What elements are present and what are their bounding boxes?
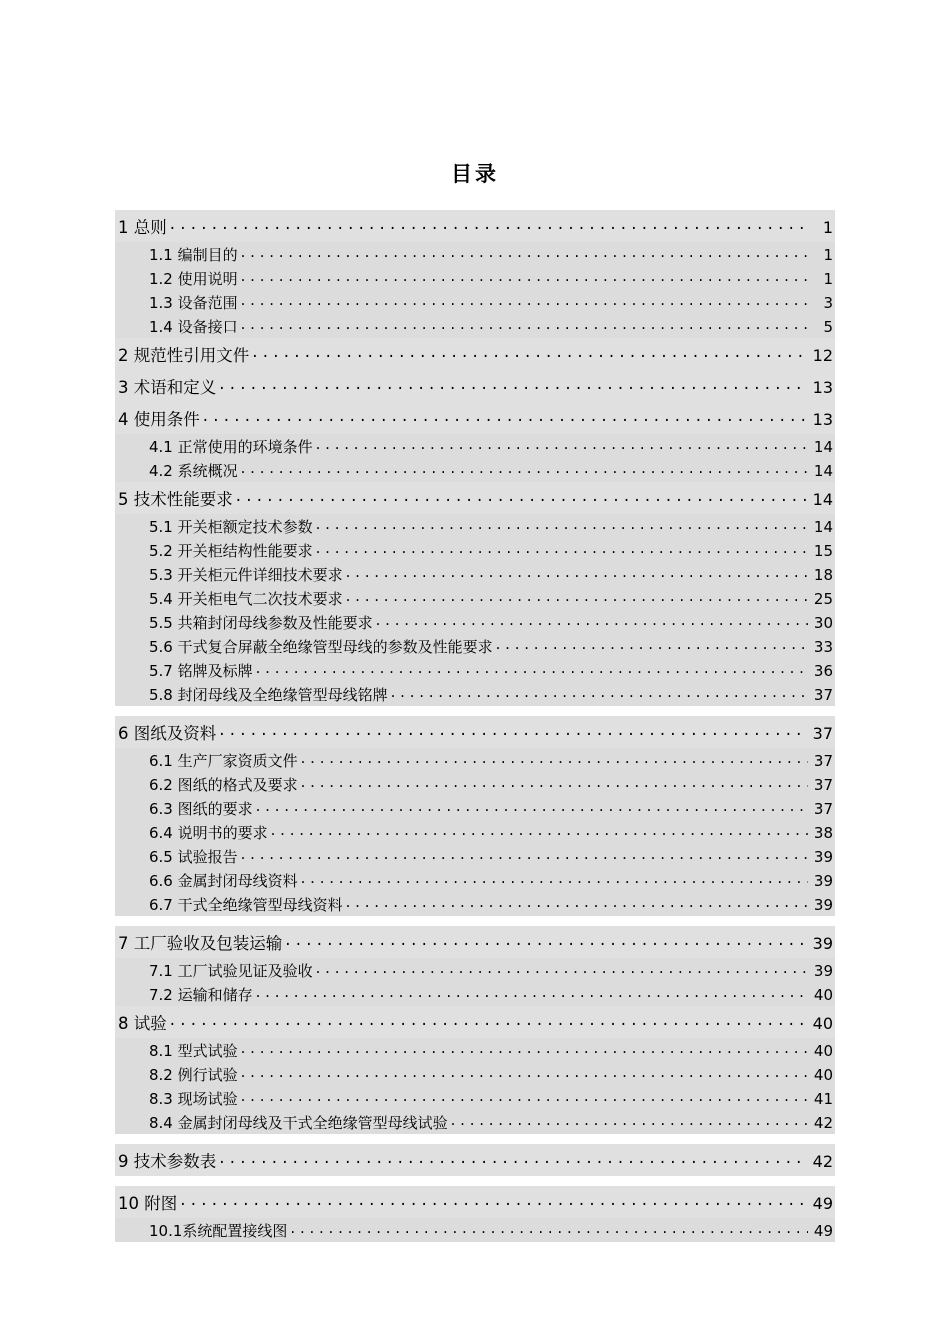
toc-leader-dots [241, 269, 808, 284]
toc-entry-label: 8.1 型式试验 [149, 1042, 238, 1060]
toc-entry-page: 39 [813, 962, 833, 980]
toc-leader-dots [241, 317, 808, 332]
toc-entry[interactable] [115, 210, 835, 242]
toc-entry-page: 39 [813, 896, 833, 914]
toc-entry[interactable] [115, 610, 835, 634]
toc-entry-page: 15 [813, 542, 833, 560]
toc-leader-dots [180, 1192, 808, 1209]
toc-entry-page: 14 [813, 438, 833, 456]
toc-entry[interactable] [115, 1086, 835, 1110]
toc-entry-label: 6.5 试验报告 [149, 848, 238, 866]
toc-entry-page: 1 [823, 270, 833, 288]
toc-entry-label: 1.3 设备范围 [149, 294, 238, 312]
toc-entry-page: 49 [813, 1222, 833, 1240]
toc-entry-page: 14 [813, 462, 833, 480]
toc-entry[interactable] [115, 958, 835, 982]
toc-leader-dots [203, 408, 808, 425]
toc-entry-page: 5 [823, 318, 833, 336]
toc-entry-label: 8.4 金属封闭母线及干式全绝缘管型母线试验 [149, 1114, 448, 1132]
toc-leader-dots [316, 517, 808, 532]
toc-entry-label: 6.6 金属封闭母线资料 [149, 872, 298, 890]
toc-entry-label: 6.1 生产厂家资质文件 [149, 752, 298, 770]
toc-entry[interactable] [115, 586, 835, 610]
toc-entry[interactable] [115, 314, 835, 338]
toc-entry-page: 37 [813, 752, 833, 770]
toc-entry-page: 14 [813, 518, 833, 536]
toc-leader-dots [219, 722, 808, 739]
table-of-contents [115, 210, 835, 1242]
toc-entry-page: 40 [813, 1066, 833, 1084]
toc-entry[interactable] [115, 1144, 835, 1176]
toc-gap [115, 1134, 835, 1144]
toc-entry-label: 8 试验 [118, 1013, 167, 1033]
toc-leader-dots [219, 376, 808, 393]
toc-entry-label: 5.7 铭牌及标牌 [149, 662, 253, 680]
toc-entry-label: 4.2 系统概况 [149, 462, 238, 480]
toc-entry-label: 6.7 干式全绝缘管型母线资料 [149, 896, 343, 914]
toc-entry-label: 6.2 图纸的格式及要求 [149, 776, 298, 794]
toc-entry-label: 5.2 开关柜结构性能要求 [149, 542, 313, 560]
toc-entry-page: 37 [813, 776, 833, 794]
toc-leader-dots [451, 1113, 808, 1128]
toc-leader-dots [241, 1041, 808, 1056]
toc-entry-label: 5.3 开关柜元件详细技术要求 [149, 566, 343, 584]
toc-entry-page: 40 [812, 1013, 833, 1033]
toc-entry[interactable] [115, 402, 835, 434]
toc-entry-page: 42 [813, 1114, 833, 1132]
toc-leader-dots [241, 847, 808, 862]
toc-leader-dots [346, 589, 808, 604]
toc-leader-dots [391, 685, 808, 700]
toc-entry-page: 36 [813, 662, 833, 680]
toc-entry-page: 37 [813, 800, 833, 818]
toc-entry-page: 1 [822, 217, 833, 237]
toc-leader-dots [285, 932, 808, 949]
toc-entry-label: 3 术语和定义 [118, 377, 217, 397]
toc-entry[interactable] [115, 1006, 835, 1038]
toc-leader-dots [241, 461, 808, 476]
toc-entry-page: 14 [812, 489, 833, 509]
toc-entry[interactable] [115, 820, 835, 844]
toc-leader-dots [496, 637, 808, 652]
toc-entry-label: 9 技术参数表 [118, 1151, 217, 1171]
toc-entry-label: 10.1系统配置接线图 [149, 1222, 288, 1240]
toc-entry-page: 38 [813, 824, 833, 842]
toc-entry-label: 5.5 共箱封闭母线参数及性能要求 [149, 614, 373, 632]
toc-entry-label: 5.8 封闭母线及全绝缘管型母线铭牌 [149, 686, 388, 704]
toc-entry[interactable] [115, 658, 835, 682]
toc-entry-page: 1 [823, 246, 833, 264]
toc-entry[interactable] [115, 266, 835, 290]
toc-entry-page: 37 [813, 686, 833, 704]
toc-leader-dots [256, 985, 808, 1000]
toc-entry-label: 2 规范性引用文件 [118, 345, 250, 365]
toc-entry-page: 33 [813, 638, 833, 656]
toc-entry-label: 5 技术性能要求 [118, 489, 233, 509]
toc-leader-dots [256, 661, 808, 676]
toc-entry-page: 42 [812, 1151, 833, 1171]
toc-entry-page: 3 [823, 294, 833, 312]
toc-gap [115, 706, 835, 716]
toc-entry[interactable] [115, 682, 835, 706]
toc-entry-page: 40 [813, 986, 833, 1004]
toc-leader-dots [170, 216, 808, 233]
toc-leader-dots [241, 1065, 808, 1080]
toc-entry-label: 8.3 现场试验 [149, 1090, 238, 1108]
toc-leader-dots [241, 245, 808, 260]
toc-entry-label: 1.2 使用说明 [149, 270, 238, 288]
toc-leader-dots [271, 823, 808, 838]
toc-entry-page: 40 [813, 1042, 833, 1060]
toc-entry[interactable] [115, 538, 835, 562]
toc-entry-label: 1.1 编制目的 [149, 246, 238, 264]
toc-entry[interactable] [115, 868, 835, 892]
toc-entry-page: 13 [812, 377, 833, 397]
toc-entry-label: 7 工厂验收及包装运输 [118, 933, 283, 953]
toc-entry[interactable] [115, 514, 835, 538]
toc-entry-page: 49 [812, 1193, 833, 1213]
toc-entry-page: 30 [813, 614, 833, 632]
toc-leader-dots [346, 565, 808, 580]
toc-leader-dots [236, 488, 808, 505]
toc-entry-page: 18 [813, 566, 833, 584]
toc-leader-dots [241, 1089, 808, 1104]
toc-entry[interactable] [115, 1186, 835, 1218]
toc-leader-dots [301, 751, 808, 766]
toc-entry-page: 37 [812, 723, 833, 743]
toc-entry[interactable] [115, 748, 835, 772]
toc-entry[interactable] [115, 482, 835, 514]
toc-entry-label: 10 附图 [118, 1193, 178, 1213]
toc-entry[interactable] [115, 926, 835, 958]
toc-leader-dots [241, 293, 808, 308]
toc-entry-label: 5.6 干式复合屏蔽全绝缘管型母线的参数及性能要求 [149, 638, 493, 656]
toc-entry[interactable] [115, 1110, 835, 1134]
toc-leader-dots [256, 799, 808, 814]
toc-entry-label: 6 图纸及资料 [118, 723, 217, 743]
toc-entry-page: 39 [813, 872, 833, 890]
toc-leader-dots [301, 775, 808, 790]
toc-entry-page: 13 [812, 409, 833, 429]
toc-leader-dots [219, 1150, 808, 1167]
toc-entry-label: 4 使用条件 [118, 409, 200, 429]
toc-entry[interactable] [115, 982, 835, 1006]
toc-entry-label: 6.4 说明书的要求 [149, 824, 268, 842]
toc-entry-label: 1 总则 [118, 217, 167, 237]
toc-leader-dots [316, 961, 808, 976]
toc-leader-dots [376, 613, 808, 628]
toc-entry-label: 5.1 开关柜额定技术参数 [149, 518, 313, 536]
toc-entry-label: 7.2 运输和储存 [149, 986, 253, 1004]
toc-entry[interactable] [115, 242, 835, 266]
toc-entry-page: 39 [813, 848, 833, 866]
toc-entry[interactable] [115, 772, 835, 796]
toc-entry[interactable] [115, 796, 835, 820]
toc-entry[interactable] [115, 338, 835, 370]
toc-gap [115, 916, 835, 926]
toc-entry[interactable] [115, 716, 835, 748]
toc-leader-dots [346, 895, 808, 910]
toc-entry-label: 7.1 工厂试验见证及验收 [149, 962, 313, 980]
toc-leader-dots [316, 437, 808, 452]
toc-entry-page: 12 [812, 345, 833, 365]
toc-entry[interactable] [115, 458, 835, 482]
toc-entry[interactable] [115, 892, 835, 916]
toc-entry[interactable] [115, 562, 835, 586]
toc-leader-dots [316, 541, 808, 556]
toc-leader-dots [170, 1012, 808, 1029]
toc-entry-label: 5.4 开关柜电气二次技术要求 [149, 590, 343, 608]
toc-entry[interactable] [115, 1218, 835, 1242]
toc-entry[interactable] [115, 1062, 835, 1086]
toc-leader-dots [290, 1221, 808, 1236]
toc-entry-label: 4.1 正常使用的环境条件 [149, 438, 313, 456]
toc-gap [115, 1176, 835, 1186]
toc-entry-label: 8.2 例行试验 [149, 1066, 238, 1084]
toc-entry-label: 6.3 图纸的要求 [149, 800, 253, 818]
page-title: 目录 [451, 162, 499, 186]
toc-entry[interactable] [115, 844, 835, 868]
toc-leader-dots [252, 344, 808, 361]
toc-entry[interactable] [115, 1038, 835, 1062]
toc-entry-label: 1.4 设备接口 [149, 318, 238, 336]
toc-entry-page: 39 [812, 933, 833, 953]
toc-entry[interactable] [115, 290, 835, 314]
toc-entry[interactable] [115, 634, 835, 658]
toc-entry-page: 41 [813, 1090, 833, 1108]
toc-leader-dots [301, 871, 808, 886]
toc-entry[interactable] [115, 370, 835, 402]
toc-entry[interactable] [115, 434, 835, 458]
toc-entry-page: 25 [813, 590, 833, 608]
